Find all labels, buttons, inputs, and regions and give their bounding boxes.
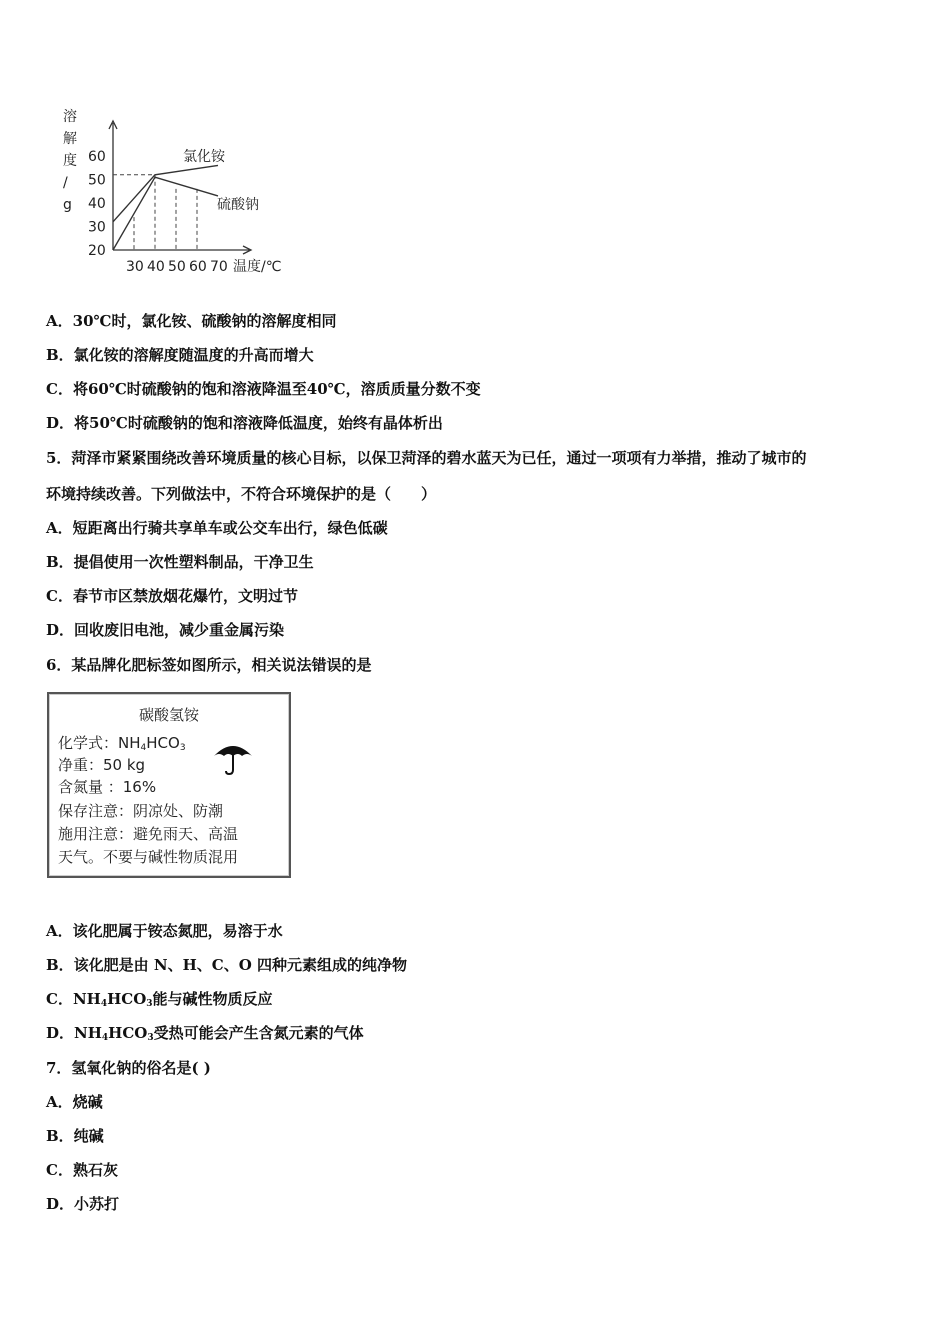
y-tick-label: 30 (88, 219, 106, 236)
label-usage-1: 施用注意：避免雨天、高温 (58, 825, 239, 843)
q7-option-c: C．熟石灰 (46, 1161, 118, 1179)
q6-stem: 6．某品牌化肥标签如图所示，相关说法错误的是 (46, 656, 372, 674)
y-tick-label: 50 (88, 172, 106, 189)
q6-option-b: B．该化肥是由 N、H、C、O 四种元素组成的纯净物 (46, 956, 408, 974)
y-axis-label-char: 解 (63, 131, 77, 147)
series-line-sodium-sulfate (113, 177, 218, 250)
x-tick-label: 50 (168, 259, 186, 275)
y-axis-label-char: 度 (63, 153, 77, 169)
q5-stem-line2: 环境持续改善。下列做法中，不符合环境保护的是（ ） (46, 485, 437, 503)
series-line-ammonium-chloride (113, 165, 218, 221)
q4-option-b: B．氯化铵的溶解度随温度的升高而增大 (46, 346, 314, 364)
q5-option-a: A．短距离出行骑共享单车或公交车出行，绿色低碳 (46, 519, 388, 537)
solubility-chart (55, 105, 300, 280)
q7-stem: 7．氢氧化钠的俗名是( ) (46, 1059, 211, 1077)
umbrella-icon (213, 740, 253, 776)
legend-ammonium-chloride: 氯化铵 (183, 149, 225, 165)
x-tick-label: 40 (147, 259, 165, 275)
y-axis-label-char: 溶 (63, 109, 77, 125)
q4-option-c: C．将60℃时硫酸钠的饱和溶液降温至40℃，溶质质量分数不变 (46, 380, 481, 398)
q7-option-a: A．烧碱 (46, 1093, 103, 1111)
q4-option-d: D．将50℃时硫酸钠的饱和溶液降低温度，始终有晶体析出 (46, 414, 443, 432)
y-tick-label: 40 (88, 196, 106, 212)
label-usage-2: 天气。不要与碱性物质混用 (58, 848, 239, 866)
q5-option-d: D．回收废旧电池，减少重金属污染 (46, 621, 285, 639)
label-nitrogen: 含氮量 ：16% (58, 778, 157, 796)
y-tick-label: 20 (88, 243, 106, 259)
legend-sodium-sulfate: 硫酸钠 (217, 197, 259, 213)
label-storage: 保存注意：阴凉处、防潮 (58, 802, 224, 820)
q6-option-a: A．该化肥属于铵态氮肥，易溶于水 (46, 922, 283, 940)
q7-option-b: B．纯碱 (46, 1127, 104, 1145)
q5-stem-line1: 5．菏泽市紧紧围绕改善环境质量的核心目标，以保卫菏泽的碧水蓝天为已任，通过一项项有力举措，推动了城市的 (46, 449, 807, 467)
q7-option-d: D．小苏打 (46, 1195, 120, 1213)
y-axis-label-char: g (63, 197, 72, 213)
x-tick-label: 30 (126, 259, 144, 275)
x-tick-label: 70 (210, 259, 228, 275)
label-net-weight: 净重：50 kg (58, 756, 146, 774)
x-axis-label: 温度/℃ (233, 259, 282, 275)
label-formula: 化学式：$NH_4HCO_3$ (58, 734, 186, 753)
q6-option-d: D．$NH_4HCO_3$受热可能会产生含氮元素的气体 (46, 1024, 364, 1043)
q4-option-a: A．30℃时，氯化铵、硫酸钠的溶解度相同 (46, 312, 337, 330)
x-tick-label: 60 (189, 259, 207, 275)
y-axis-label-char: / (63, 175, 68, 191)
fertilizer-label (47, 692, 291, 878)
label-title: 碳酸氢铵 (138, 706, 199, 724)
y-tick-label: 60 (88, 149, 106, 165)
q5-option-c: C．春节市区禁放烟花爆竹，文明过节 (46, 587, 298, 605)
q5-option-b: B．提倡使用一次性塑料制品，干净卫生 (46, 553, 314, 571)
q6-option-c: C．$NH_4HCO_3$能与碱性物质反应 (46, 990, 273, 1009)
